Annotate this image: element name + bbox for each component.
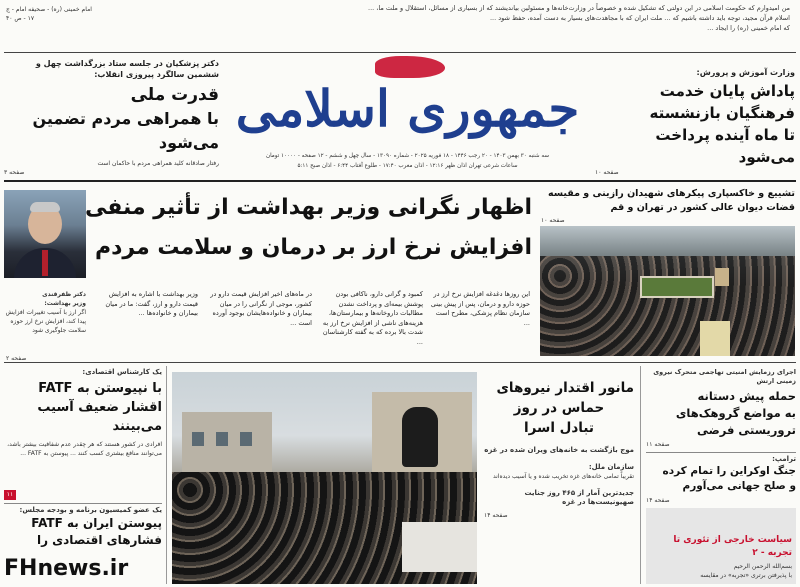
bottom-right-divider-1 <box>646 452 796 453</box>
right-top-headline-3: تا ماه آینده پرداخت می‌شود <box>655 126 795 166</box>
fatf-headline-2: اقشار ضعیف آسیب <box>37 400 162 415</box>
right-top-headline-1: پاداش پایان خدمت <box>659 82 795 100</box>
fatf-page-ref: ۱۱ <box>4 490 16 500</box>
left-top-subline: رفتار صادقانه کلید همراهی مردم با حاکمان است <box>97 160 219 167</box>
lead-col-3: در ماه‌های اخیر افزایش قیمت دارو در کشور، موجی از نگرانی را در میان بیماران و خانواده‌هایشان بوجود آورده است ... <box>210 290 312 327</box>
hamas-bullet-2-text: تقریباً تمامی خانه‌های غزه تخریب شده و یا آسیب دیده‌اند <box>492 473 634 480</box>
lead-col-2: کمبود و گرانی دارو، ناکافی بودن پوشش بیمه‌ای و پرداخت نشدن مطالبات داروخانه‌ها و بیمارستان‌ها، هزینه‌های ناشی از افزایش نرخ ارز به شدت بالا برده که به گفته کارشناسان ... <box>322 290 423 346</box>
fatf-headline-1: با نپیوستن به FATF <box>38 381 162 396</box>
masthead-divider <box>4 180 796 182</box>
army-headline-3: تروریستی فرضی <box>696 423 796 437</box>
army-kicker: اجرای رزمایش امنیتی تهاجمی متحرک نیروی زمینی ارتش <box>653 368 796 385</box>
army-headline-1: حمله پیش دستانه <box>697 389 796 403</box>
fatf-headline-3: می‌بینند <box>112 419 162 434</box>
left-top-story[interactable] <box>4 58 219 176</box>
hamas-bullet-2-title: سازمان ملل: <box>588 463 634 471</box>
trump-headline-1: جنگ اوکراین را تمام کرده <box>662 465 796 477</box>
army-headline-2: به مواضع گروهک‌های <box>675 406 796 420</box>
lead-quote-name: دکتر ظفرقندی <box>42 291 86 298</box>
editorial-banner: سیاست خارجی از تئوری تا تجربه - ۲ <box>673 535 792 558</box>
hamas-headline-3: تبادل اسرا <box>524 420 594 436</box>
hamas-headline-1: مانور اقتدار نیروهای <box>496 380 634 396</box>
right-top-story[interactable] <box>595 68 795 178</box>
left-top-page-ref: صفحه ۳ <box>4 169 25 176</box>
quote-line-2: اسلام قرآن مجید، توجه باید داشته باشیم که ... ملت ایران که با مجاهدت‌های بسیار به دست آمده، حفظ شود ... <box>489 14 790 22</box>
right-top-kicker: وزارت آموزش و پرورش: <box>696 68 795 77</box>
lead-headline-2: افزایش نرخ ارز بر درمان و سلامت مردم <box>94 235 532 260</box>
hamas-page-ref: صفحه ۱۴ <box>484 512 508 519</box>
site-watermark: FHnews.ir <box>4 554 144 584</box>
right-top-headline-2: فرهنگیان بازنشسته <box>649 104 795 122</box>
editorial-sub-2: با پذیرفتن برتری «تجربه» در مقایسه <box>700 572 792 579</box>
lead-quote <box>4 290 86 350</box>
fatf-story[interactable] <box>4 368 162 498</box>
funeral-page-ref: صفحه ۱۰ <box>541 217 565 224</box>
army-drill-story[interactable] <box>646 368 796 448</box>
editorial-box[interactable] <box>646 508 796 584</box>
lead-quote-role: وزیر بهداشت: <box>44 300 86 307</box>
fatf-kicker: یک کارشناس اقتصادی: <box>82 368 162 376</box>
lead-page-ref: صفحه ۲ <box>6 355 27 362</box>
quote-line-1: من امیدوارم که حکومت اسلامی در این دولتی که تشکیل شده و خصوصاً در وزارت‌خانه‌ها و مسئولین بیاندیشند که از بسیاری از مسائل، استقلال و ملت ما، ... <box>368 4 790 12</box>
bottom-left-divider <box>4 503 162 504</box>
hamas-parade-photo <box>172 372 477 584</box>
left-top-kicker: دکتر پزشکیان در جلسه ستاد بزرگداشت چهل و ششمین سالگرد پیروزی انقلاب: <box>35 59 219 79</box>
quote-line-3: که امام خمینی (ره) را ایجاد ... <box>707 24 790 32</box>
funeral-caption-2: قضات دیوان عالی کشور در تهران و قم <box>610 202 795 213</box>
minister-portrait <box>4 190 86 278</box>
trump-headline-2: و صلح جهانی می‌آورم <box>682 480 796 492</box>
hamas-bullet-3: جدیدترین آمار از ۴۶۵ روز جنایت صهیونیست‌ها در غزه <box>524 489 634 506</box>
lead-headline-1: اظهار نگرانی وزیر بهداشت از تأثیر منفی <box>84 195 532 220</box>
fatf-story-2[interactable] <box>4 506 162 556</box>
quote-source: امام خمینی (ره) - صحیفه امام - ج ۱۷ - ص ۴۰ <box>6 6 92 22</box>
masthead-prayer-times: ساعات شرعی تهران اذان ظهر ۱۲:۱۶ - اذان مغرب ۱۷:۴۰ - طلوع آفتاب ۶:۴۴ - اذان صبح ۵:۱۱ <box>297 163 518 169</box>
fatf-headline-4: پیوستن ایران به FATF <box>31 516 162 530</box>
funeral-caption-1: تشییع و خاکسپاری پیکرهای شهیدان رازینی و مقیسه <box>547 188 795 199</box>
trump-kicker: ترامپ: <box>772 455 796 463</box>
masthead-date: سه شنبه ۳۰ بهمن ۱۴۰۳ - ۲۰ رجب ۱۴۴۶ - ۱۸ فوریه ۲۰۲۵ - شماره ۱۳۰۹۰ - سال چهل و ششم - ۱۲ صفحه - ۱۰۰۰۰ تومان <box>265 153 550 159</box>
fatf-body: افرادی در کشور هستند که هر چقدر عدم شفافیت بیشتر باشد، می‌توانند منافع بیشتری کسب کنند ... پیوستن به FATF ... <box>7 441 162 457</box>
hamas-headline-2: حماس در روز <box>513 400 605 416</box>
lead-col-1: این روزها دغدغه افزایش نرخ ارز در حوزه دارو و درمان، پس از پیش بینی سازمان نظام پزشکی، مطرح است ... <box>430 290 530 327</box>
left-col-divider <box>166 366 167 584</box>
fatf-kicker-2: یک عضو کمیسیون برنامه و بودجه مجلس: <box>19 506 162 514</box>
hamas-bullet-1: موج بازگشت به خانه‌های ویران شده در غزه <box>484 446 634 454</box>
editorial-sub-1: بسم‌الله الرحمن الرحیم <box>733 563 792 570</box>
mid-divider <box>4 362 796 363</box>
lead-quote-text: اگر ارز با آسیب تغییرات افزایش پیدا کند، افزایش نرخ ارز حوزه سلامت جلوگیری شود <box>5 309 86 334</box>
top-divider <box>4 52 796 53</box>
trump-page-ref: صفحه ۱۴ <box>646 497 670 504</box>
left-top-headline-1: قدرت ملی <box>130 85 219 105</box>
left-top-headline-2: با همراهی مردم تضمین می‌شود <box>32 109 219 152</box>
masthead <box>225 56 590 176</box>
right-top-page-ref: صفحه ۱۰ <box>595 169 619 176</box>
lead-col-4: وزیر بهداشت با اشاره به افزایش قیمت دارو و ارز، گفت: ما در میان بیماران و خانواده‌ها ... <box>105 290 198 317</box>
masthead-logo: جمهوری اسلامی <box>235 79 580 138</box>
army-page-ref: صفحه ۱۱ <box>646 441 670 448</box>
right-col-divider <box>640 366 641 584</box>
fatf-headline-5: فشارهای اقتصادی را <box>36 533 162 547</box>
lead-headline-block[interactable] <box>84 188 532 276</box>
funeral-photo <box>540 226 795 356</box>
imam-quote-strip <box>100 3 790 49</box>
hamas-story[interactable] <box>484 378 634 583</box>
